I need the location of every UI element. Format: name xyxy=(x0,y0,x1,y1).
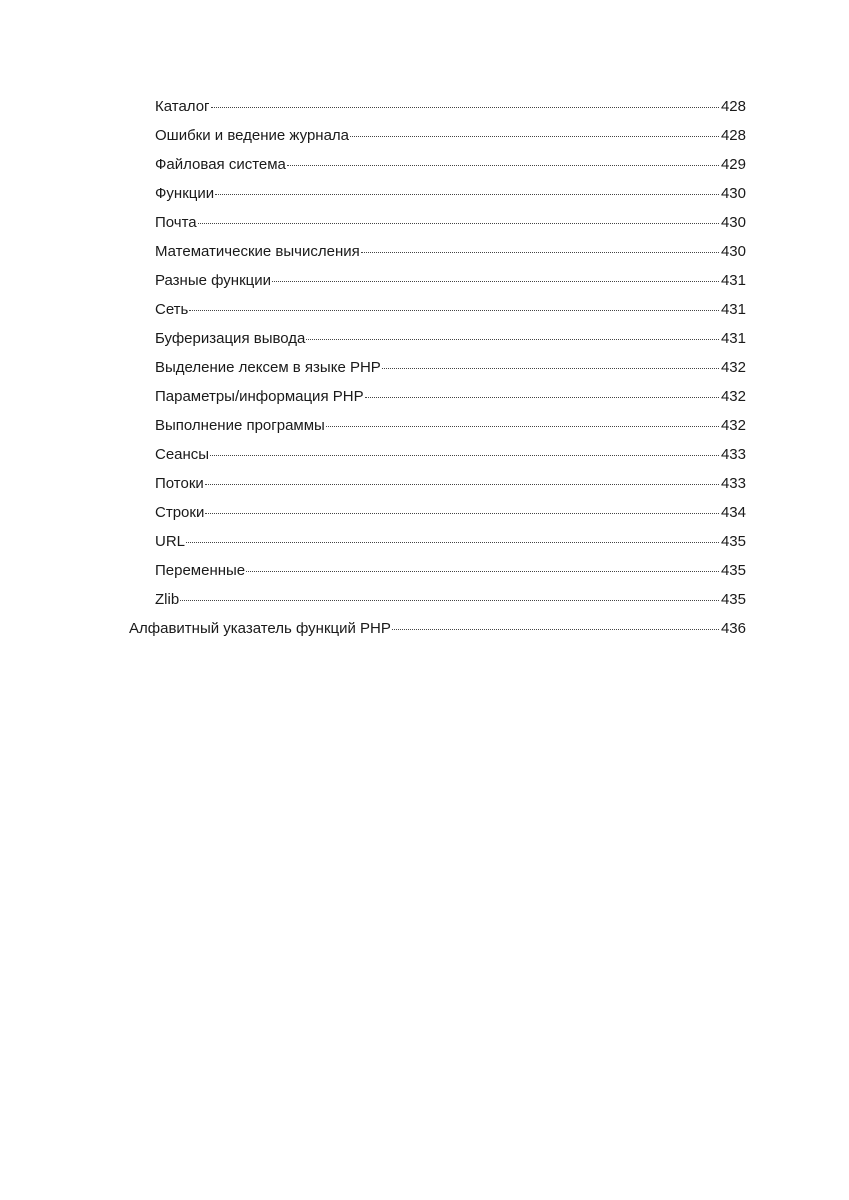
dot-leader xyxy=(246,570,719,572)
toc-entry-label: Сеансы xyxy=(155,446,210,463)
toc-entry-label: Сеть xyxy=(155,301,189,318)
toc-entry-page: 432 xyxy=(720,417,746,434)
dot-leader xyxy=(211,106,719,108)
toc-entry-label: Потоки xyxy=(155,475,204,492)
dot-leader xyxy=(382,367,719,369)
toc-entry[interactable] xyxy=(155,271,746,291)
toc-entry[interactable] xyxy=(155,358,746,378)
toc-entry[interactable] xyxy=(155,474,746,494)
dot-leader xyxy=(350,135,719,137)
toc-entry-page: 436 xyxy=(720,620,746,637)
toc-entry[interactable] xyxy=(155,532,746,552)
toc-entry[interactable] xyxy=(155,590,746,610)
toc-entry-page: 431 xyxy=(720,330,746,347)
toc-entry-page: 428 xyxy=(720,98,746,115)
dot-leader xyxy=(186,541,719,543)
toc-entry-label: Ошибки и ведение журнала xyxy=(155,127,350,144)
toc-entry-page: 435 xyxy=(720,562,746,579)
toc-entry[interactable] xyxy=(155,184,746,204)
dot-leader xyxy=(365,396,719,398)
toc-entry-page: 432 xyxy=(720,359,746,376)
toc-entry-label: Алфавитный указатель функций PHP xyxy=(129,620,391,637)
toc-entry-page: 434 xyxy=(720,504,746,521)
dot-leader xyxy=(272,280,719,282)
dot-leader xyxy=(198,222,719,224)
toc-index-entry[interactable] xyxy=(129,619,746,639)
toc-entry-page: 432 xyxy=(720,388,746,405)
dot-leader xyxy=(215,193,719,195)
toc-entry-label: Буферизация вывода xyxy=(155,330,306,347)
toc-entry-page: 428 xyxy=(720,127,746,144)
toc-entry-page: 431 xyxy=(720,301,746,318)
toc-entry-label: Выполнение программы xyxy=(155,417,325,434)
dot-leader xyxy=(306,338,719,340)
toc-entry-page: 435 xyxy=(720,533,746,550)
toc-entry-label: Почта xyxy=(155,214,197,231)
toc-entry-page: 431 xyxy=(720,272,746,289)
toc-entry[interactable] xyxy=(155,155,746,175)
dot-leader xyxy=(361,251,719,253)
toc-entry-label: Параметры/информация PHP xyxy=(155,388,364,405)
dot-leader xyxy=(205,483,719,485)
toc-entry-page: 433 xyxy=(720,446,746,463)
toc-entry[interactable] xyxy=(155,242,746,262)
toc-entry-label: Математические вычисления xyxy=(155,243,360,260)
toc-entry-label: Переменные xyxy=(155,562,246,579)
toc-entry[interactable] xyxy=(155,329,746,349)
toc-entry-label: Каталог xyxy=(155,98,210,115)
toc-entry[interactable] xyxy=(155,561,746,581)
toc-entry-page: 430 xyxy=(720,243,746,260)
toc-entry-page: 433 xyxy=(720,475,746,492)
toc-entry-label: Строки xyxy=(155,504,205,521)
dot-leader xyxy=(392,628,719,630)
dot-leader xyxy=(180,599,719,601)
dot-leader xyxy=(189,309,719,311)
toc-entry[interactable] xyxy=(155,213,746,233)
toc-entry[interactable] xyxy=(155,97,746,117)
toc-entry-page: 430 xyxy=(720,185,746,202)
toc-entry[interactable] xyxy=(155,387,746,407)
toc-entry-label: Файловая система xyxy=(155,156,286,173)
dot-leader xyxy=(205,512,719,514)
toc-entry[interactable] xyxy=(155,503,746,523)
dot-leader xyxy=(287,164,719,166)
toc-entry[interactable] xyxy=(155,300,746,320)
toc-entry-page: 429 xyxy=(720,156,746,173)
toc-entry-page: 430 xyxy=(720,214,746,231)
dot-leader xyxy=(210,454,719,456)
toc-entry-page: 435 xyxy=(720,591,746,608)
dot-leader xyxy=(326,425,719,427)
toc-entry-label: Zlib xyxy=(155,591,180,608)
toc-entry[interactable] xyxy=(155,445,746,465)
toc-entry[interactable] xyxy=(155,126,746,146)
toc-entry-label: Функции xyxy=(155,185,215,202)
toc-entry-label: Разные функции xyxy=(155,272,272,289)
toc-entry[interactable] xyxy=(155,416,746,436)
toc-entry-label: Выделение лексем в языке PHP xyxy=(155,359,381,376)
toc-entry-label: URL xyxy=(155,533,186,550)
